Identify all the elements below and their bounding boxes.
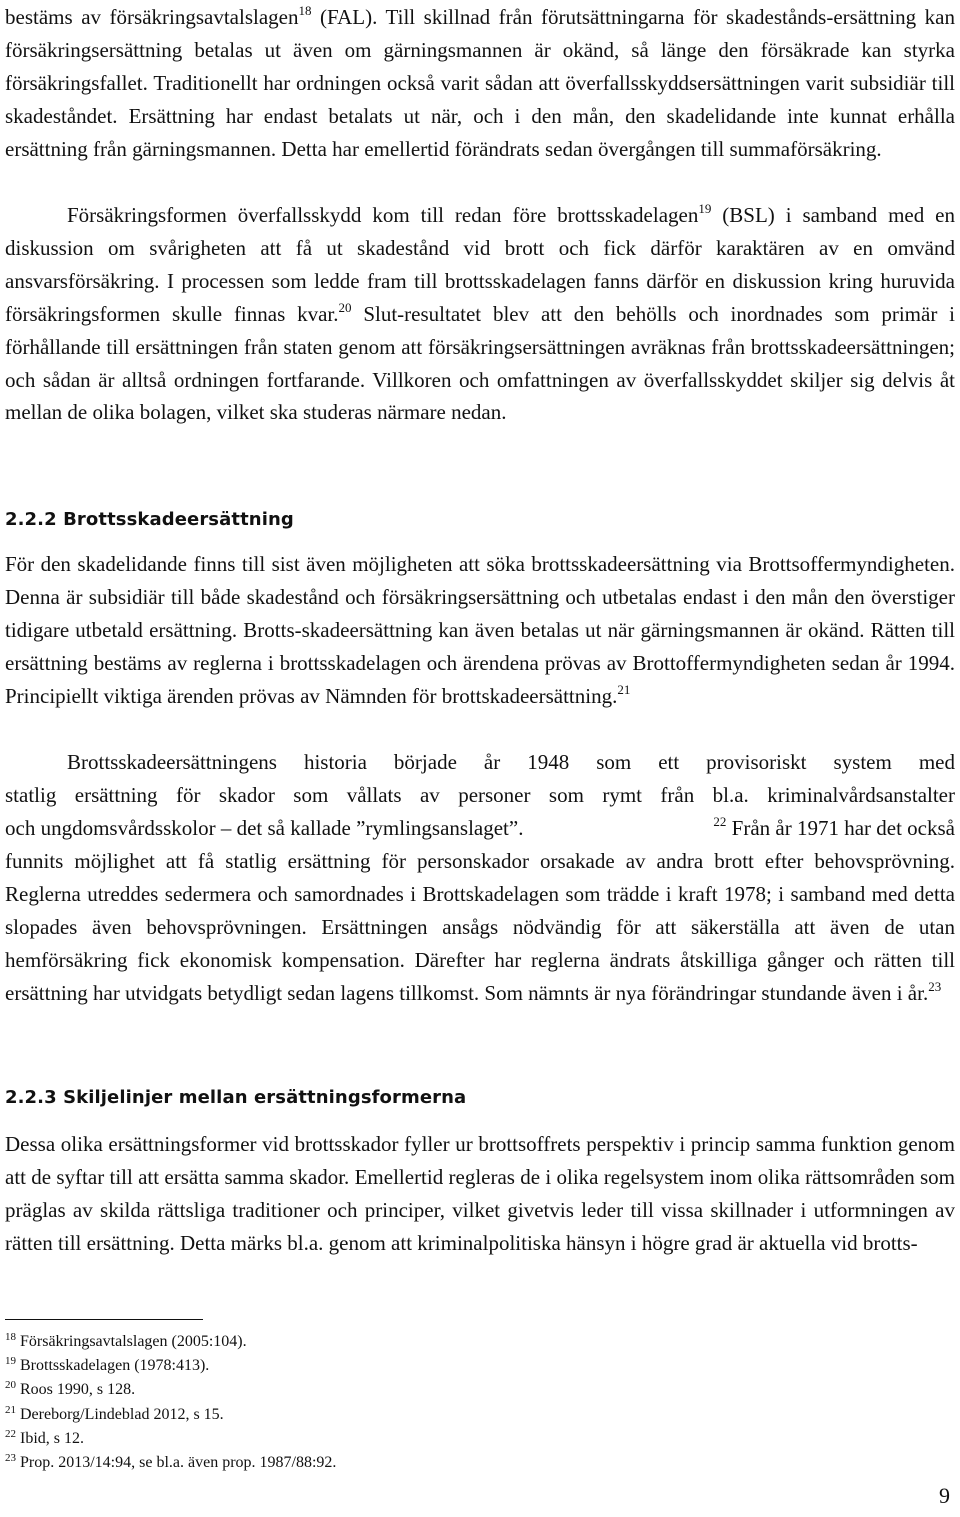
paragraph-line: Brottsskadeersättningens historia började år 1948 som ett provisoriskt system med [67,750,955,774]
section-heading-2-2-2: 2.2.2 Brottsskadeersättning [5,509,294,530]
footnote-19 [5,1354,209,1378]
text-run: Från år 1971 har det också [726,816,955,840]
body-paragraph-2 [5,199,955,429]
body-paragraph-3 [5,548,955,713]
footnote-20 [5,1378,135,1402]
footnote-text: Prop. 2013/14:94, se bl.a. även prop. 1987/88:92. [20,1454,337,1471]
footnote-23 [5,1451,336,1475]
footnote-21 [5,1403,224,1427]
text-run: För den skadelidande finns till sist även möjligheten att söka brottsskadeersättning via Brottsoffermyndigheten. Denna är subsidiär till både skadestånd och försäkringsersättning och utbetalas endast i den mån den överstiger tidigare utbetald ersättning. Brotts-skadeersättning kan även betalas ut när gärningsmannen är okänd. Rätten till ersättning bestäms av reglerna i brottsskadelagen och ärendena prövas av Brottoffermyndigheten sedan år 1994. Principiellt viktiga ärenden prövas av Nämnden för brottskadeersättning. [5,552,955,708]
footnote-ref-20[interactable]: 20 [338,299,352,315]
footnote-number: 21 [5,1404,16,1416]
footnote-ref-18[interactable]: 18 [298,3,312,18]
footnote-number: 20 [5,1379,16,1391]
text-run: (BSL) i samband med en diskussion om svårigheten att få ut skadestånd vid brott och fick därför karaktären av en omvänd ansvarsförsäkring. I processen som ledde fram till brottsskadelagen fanns därför en diskussion kring huruvida försäkringsformen skulle finnas kvar. [5,203,956,326]
footnote-18 [5,1330,247,1354]
text-run: bestäms av försäkringsavtalslagen [5,5,299,29]
footnote-text: Brottsskadelagen (1978:413). [20,1357,210,1374]
paragraph-continuation [5,845,955,1010]
section-heading-2-2-3: 2.2.3 Skiljelinjer mellan ersättningsformerna [5,1087,467,1108]
footnote-text: Roos 1990, s 128. [20,1381,136,1398]
footnote-number: 19 [5,1355,16,1367]
text-run: funnits möjlighet att få statlig ersättning för personskador orsakade av andra brott efter behovsprövning. Reglerna utreddes sedermera och samordnades i Brottskadelagen som trädde i kraft 1978; i samband med detta slopades även behovsprövningen. Ersättningen ansågs nödvändig för att säkerställa att även de utan hemförsäkring fick ekonomisk kompensation. Därefter har reglerna ändrats åtskilliga gånger och rätten till ersättning har utvidgats betydligt sedan lagens tillkomst. Som nämnts är nya förändringar stundande även i år. [5,849,955,1005]
text-run: och ungdomsvårdsskolor – det så kallade ”rymlingsanslaget”. [5,816,524,840]
body-paragraph-1 [5,1,955,166]
text-run: Slut-resultatet blev att den behölls och inordnades som primär i förhållande till ersättningen från staten genom att försäkringsersättningen avräknas från brottsskadeersättningen; och sådan är alltså ordningen fortfarande. Villkoren och omfattningen av överfallsskyddet skiljer sig delvis åt mellan de olika bolagen, vilket ska studeras närmare nedan. [5,301,955,425]
paragraph-line [5,812,955,845]
footnote-text: Ibid, s 12. [20,1430,84,1447]
text-run: Försäkringsformen överfallsskydd kom till redan före brottsskadelagen [67,203,699,227]
footnote-number: 23 [5,1452,16,1464]
paragraph-line: statlig ersättning för skador som vållats av personer som rymt från bl.a. kriminalvårdsanstalter [5,783,955,807]
footnote-separator [5,1319,203,1320]
footnote-ref-21[interactable]: 21 [617,681,631,697]
footnote-text: Försäkringsavtalslagen (2005:104). [20,1333,247,1350]
text-run: (FAL). Till skillnad från förutsättningarna för skadestånds-ersättning kan försäkringsersättning betalas ut även om gärningsmannen är okänd, så länge den försäkrade kan styrka försäkringsfallet. Traditionellt har ordningen också varit sådan att överfallsskyddsersättningen varit subsidiär till skadeståndet. Ersättning har endast betalats ut när, och i den mån, den skadelidande inte kunnat erhålla ersättning från gärningsmannen. Detta har emellertid förändrats sedan övergången till summaförsäkring. [5,5,955,161]
footnote-ref-22[interactable]: 22 [713,814,727,829]
page-number: 9 [939,1483,950,1508]
footnote-number: 18 [5,1331,16,1343]
footnote-text: Dereborg/Lindeblad 2012, s 15. [20,1406,224,1423]
footnote-number: 22 [5,1428,16,1440]
footnote-ref-19[interactable]: 19 [698,201,712,216]
body-paragraph-5: Dessa olika ersättningsformer vid brottsskador fyller ur brottsoffrets perspektiv i princip samma funktion genom att de syftar till att ersätta samma skador. Emellertid regleras de i olika regelsystem inom olika rättsområden som präglas av skilda rättsliga traditioner och principer, vilket givetvis leder till vissa skillnader i utformningen av rätten till ersättning. Detta märks bl.a. genom att kriminalpolitiska hänsyn i högre grad är aktuella vid brotts- [5,1132,955,1255]
text-run-group [713,812,955,845]
footnote-ref-23[interactable]: 23 [928,978,942,994]
footnote-22 [5,1427,84,1451]
